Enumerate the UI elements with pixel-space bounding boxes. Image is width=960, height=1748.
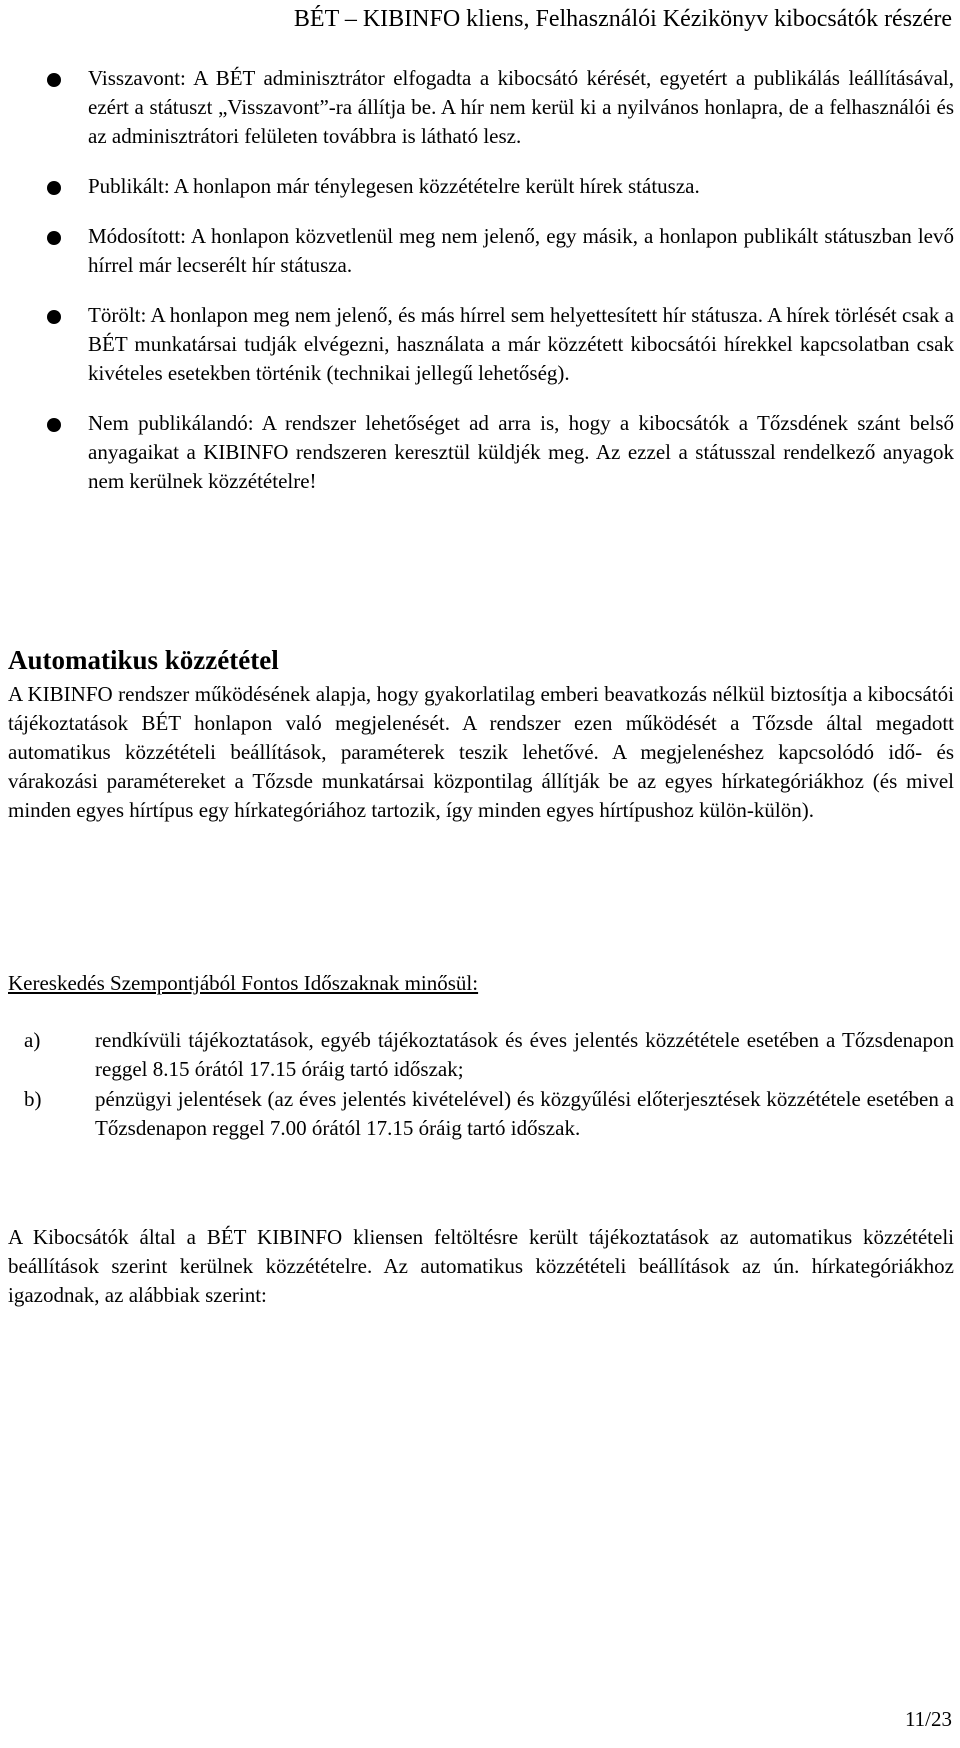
list-marker: a) xyxy=(24,1028,41,1052)
section-heading: Automatikus közzététel xyxy=(8,645,279,675)
bullet-text: Visszavont: A BÉT adminisztrátor elfogadta a kibocsátó kérését, egyetért a publikálás leállításával, ezért a státuszt „Visszavont”-ra állítja be. A hír nem kerül ki a nyilvános honlapra, de a felhasználói és az adminisztrátori felületen továbbra is látható lesz. xyxy=(88,66,954,148)
bullet-text: Nem publikálandó: A rendszer lehetőséget ad arra is, hogy a kibocsátók a Tőzsdének szánt belső anyagaikat a KIBINFO rendszeren keresztül küldjék meg. Az ezzel a státusszal rendelkező anyagok nem kerülnek közzétételre! xyxy=(88,411,954,493)
bullet-dot-icon xyxy=(47,73,61,87)
status-bullet-list xyxy=(0,64,960,517)
running-header: BÉT – KIBINFO kliens, Felhasználói Kézikönyv kibocsátók részére xyxy=(293,6,952,32)
bullet-dot-icon xyxy=(47,181,61,195)
period-item-b xyxy=(0,1085,960,1143)
bullet-item-publikalt xyxy=(0,172,960,201)
list-text: rendkívüli tájékoztatások, egyéb tájékoztatások és éves jelentés közzététele esetében a Tőzsdenapon reggel 8.15 órától 17.15 óráig tartó időszak; xyxy=(95,1028,954,1081)
list-text: pénzügyi jelentések (az éves jelentés kivételével) és közgyűlési előterjesztések közzététele esetében a Tőzsdenapon reggel 7.00 órától 17.15 óráig tartó időszak. xyxy=(95,1087,954,1140)
section-subheading: Kereskedés Szempontjából Fontos Időszaknak minősül: xyxy=(8,971,479,995)
bullet-dot-icon xyxy=(47,418,61,432)
closing-paragraph: A Kibocsátók által a BÉT KIBINFO kliensen feltöltésre került tájékoztatások az automatikus közzétételi beállítások szerint kerülnek közzétételre. Az automatikus közzétételi beállítások az ún. hírkategóriákhoz igazodnak, az alábbiak szerint: xyxy=(8,1225,954,1307)
period-list xyxy=(0,1026,960,1144)
bullet-dot-icon xyxy=(47,310,61,324)
page-number: 11/23 xyxy=(904,1707,952,1731)
bullet-item-modositott xyxy=(0,222,960,280)
list-marker: b) xyxy=(24,1087,42,1111)
bullet-item-visszavont xyxy=(0,64,960,151)
bullet-text: Törölt: A honlapon meg nem jelenő, és más hírrel sem helyettesített hír státusza. A hírek törlését csak a BÉT munkatársai tudják elvégezni, használata a már közzétett kibocsátói hírekkel kapcsolatban csak kivételes esetekben történik (technikai jellegű lehetőség). xyxy=(88,303,954,385)
bullet-item-nem-publikalando xyxy=(0,409,960,496)
period-item-a xyxy=(0,1026,960,1084)
bullet-text: Módosított: A honlapon közvetlenül meg nem jelenő, egy másik, a honlapon publikált státuszban levő hírrel már lecserélt hír státusza. xyxy=(88,224,954,277)
section-paragraph: A KIBINFO rendszer működésének alapja, hogy gyakorlatilag emberi beavatkozás nélkül biztosítja a kibocsátói tájékoztatások BÉT honlapon való megjelenését. A rendszer ezen működését a Tőzsde által megadott automatikus közzétételi beállítások, paraméterek teszik lehetővé. A megjelenéshez kapcsolódó idő- és várakozási paramétereket a Tőzsde munkatársai központilag állítják be az egyes hírkategóriákhoz (és mivel minden egyes hírtípus egy hírkategóriához tartozik, így minden egyes hírtípushoz külön-külön). xyxy=(8,682,954,822)
bullet-dot-icon xyxy=(47,231,61,245)
bullet-text: Publikált: A honlapon már ténylegesen közzétételre került hírek státusza. xyxy=(88,174,700,198)
bullet-item-torolt xyxy=(0,301,960,388)
